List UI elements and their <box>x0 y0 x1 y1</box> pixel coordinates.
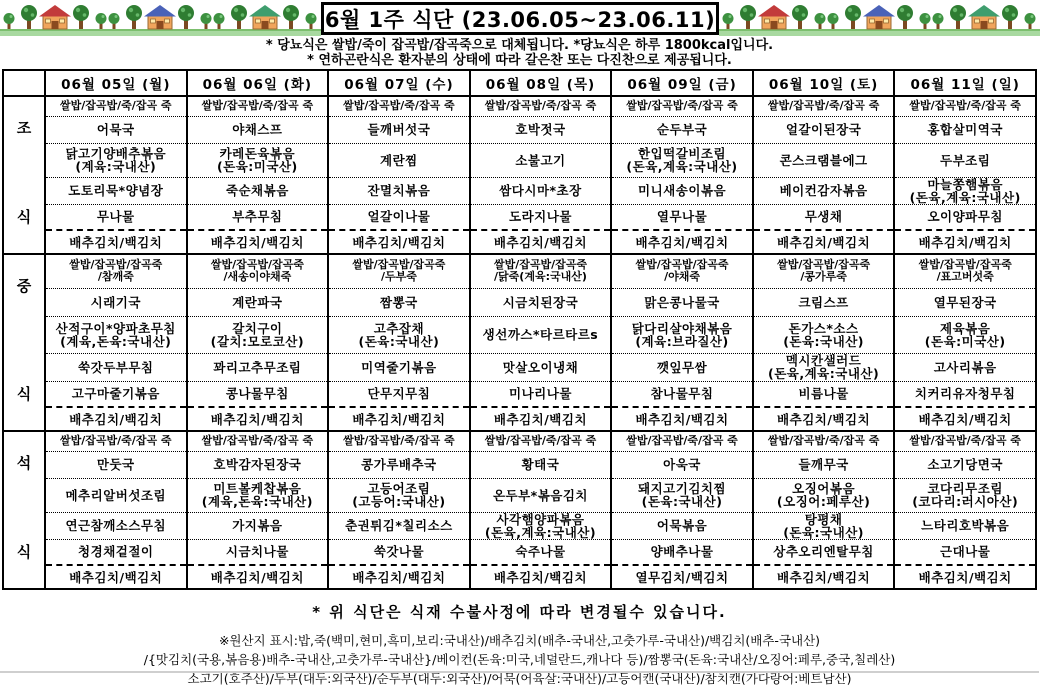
menu-cell: 쌀밥/잡곡밥/죽/잡곡 죽 <box>470 431 612 451</box>
menu-cell: 갈치구이 (갈치:모로코산) <box>187 316 329 353</box>
menu-cell: 쌀밥/잡곡밥/죽/잡곡 죽 <box>328 431 470 451</box>
menu-cell: 배추김치/백김치 <box>187 407 329 431</box>
menu-cell: 시래기국 <box>45 288 187 316</box>
menu-cell: 쌀밥/잡곡밥/잡곡죽 /참깨죽 <box>45 254 187 288</box>
menu-row <box>3 177 1036 204</box>
menu-cell: 쌀밥/잡곡밥/죽/잡곡 죽 <box>611 96 753 116</box>
menu-cell: 쌀밥/잡곡밥/죽/잡곡 죽 <box>894 431 1036 451</box>
menu-cell: 메추리알버섯조림 <box>45 478 187 512</box>
menu-cell: 쌀밥/잡곡밥/죽/잡곡 죽 <box>470 96 612 116</box>
menu-row <box>3 204 1036 230</box>
menu-cell: 고구마줄기볶음 <box>45 381 187 407</box>
banner <box>0 0 1039 37</box>
menu-cell: 양배추나물 <box>611 539 753 565</box>
menu-cell: 근대나물 <box>894 539 1036 565</box>
menu-table-body <box>3 96 1036 589</box>
menu-cell: 어묵국 <box>45 116 187 143</box>
day-header: 06월 09일 (금) <box>611 70 753 96</box>
menu-cell: 맛살오이냉채 <box>470 353 612 381</box>
menu-cell: 콩가루배추국 <box>328 451 470 478</box>
section-label-breakfast: 조 식 <box>3 96 45 254</box>
menu-cell: 쌀밥/잡곡밥/죽/잡곡 죽 <box>611 431 753 451</box>
menu-cell: 죽순채볶음 <box>187 177 329 204</box>
menu-cell: 쌀밥/잡곡밥/죽/잡곡 죽 <box>328 96 470 116</box>
menu-cell: 쌈다시마*초장 <box>470 177 612 204</box>
menu-cell: 황태국 <box>470 451 612 478</box>
menu-table <box>2 69 1037 590</box>
day-header: 06월 10일 (토) <box>753 70 895 96</box>
menu-cell: 탕평채 (돈육:국내산) <box>753 512 895 539</box>
menu-cell: 배추김치/백김치 <box>45 230 187 254</box>
menu-cell: 온두부*볶음김치 <box>470 478 612 512</box>
menu-row <box>3 316 1036 353</box>
menu-cell: 들깨무국 <box>753 451 895 478</box>
menu-cell: 무생채 <box>753 204 895 230</box>
menu-row <box>3 478 1036 512</box>
menu-cell: 돈가스*소스 (돈육:국내산) <box>753 316 895 353</box>
menu-row <box>3 230 1036 254</box>
menu-cell: 쑥갓나물 <box>328 539 470 565</box>
menu-cell: 배추김치/백김치 <box>45 407 187 431</box>
menu-cell: 깻잎무쌈 <box>611 353 753 381</box>
menu-cell: 쌀밥/잡곡밥/잡곡죽 /두부죽 <box>328 254 470 288</box>
menu-cell: 배추김치/백김치 <box>894 407 1036 431</box>
menu-cell: 쌀밥/잡곡밥/잡곡죽 /닭죽(계육:국내산) <box>470 254 612 288</box>
menu-cell: 치커리유자청무침 <box>894 381 1036 407</box>
menu-cell: 쌀밥/잡곡밥/죽/잡곡 죽 <box>753 431 895 451</box>
menu-row <box>3 431 1036 451</box>
menu-cell: 배추김치/백김치 <box>894 230 1036 254</box>
menu-cell: 쌀밥/잡곡밥/잡곡죽 /야채죽 <box>611 254 753 288</box>
menu-cell: 쌀밥/잡곡밥/죽/잡곡 죽 <box>45 96 187 116</box>
menu-cell: 가지볶음 <box>187 512 329 539</box>
menu-cell: 배추김치/백김치 <box>753 565 895 589</box>
menu-cell: 쌀밥/잡곡밥/죽/잡곡 죽 <box>753 96 895 116</box>
section-label-lunch: 중 식 <box>3 254 45 431</box>
diet-notes <box>0 38 1039 68</box>
menu-cell: 어묵볶음 <box>611 512 753 539</box>
menu-cell: 오이양파무침 <box>894 204 1036 230</box>
menu-cell: 배추김치/백김치 <box>470 565 612 589</box>
menu-cell: 사각햄양파볶음 (돈육,계육:국내산) <box>470 512 612 539</box>
menu-cell: 카레돈육볶음 (돈육:미국산) <box>187 143 329 177</box>
menu-cell: 배추김치/백김치 <box>470 407 612 431</box>
menu-cell: 배추김치/백김치 <box>611 230 753 254</box>
section-label-dinner: 석 식 <box>3 431 45 589</box>
menu-cell: 쑥갓두부무침 <box>45 353 187 381</box>
menu-cell: 배추김치/백김치 <box>328 565 470 589</box>
menu-cell: 호박감자된장국 <box>187 451 329 478</box>
menu-cell: 들깨버섯국 <box>328 116 470 143</box>
menu-cell: 청경채겉절이 <box>45 539 187 565</box>
menu-row <box>3 407 1036 431</box>
table-corner-cell <box>3 70 45 96</box>
menu-cell: 맑은콩나물국 <box>611 288 753 316</box>
change-notice: * 위 식단은 식재 수불사정에 따라 변경될수 있습니다. <box>312 603 727 621</box>
menu-cell: 고추잡채 (돈육:국내산) <box>328 316 470 353</box>
day-header-row <box>3 70 1036 96</box>
menu-row <box>3 512 1036 539</box>
tree-house-decoration-left <box>0 1 321 36</box>
menu-row <box>3 288 1036 316</box>
menu-cell: 쌀밥/잡곡밥/잡곡죽 /콩가루죽 <box>753 254 895 288</box>
menu-cell: 배추김치/백김치 <box>611 407 753 431</box>
menu-cell: 닭고기양배추볶음 (계육:국내산) <box>45 143 187 177</box>
menu-cell: 부추무침 <box>187 204 329 230</box>
menu-row <box>3 353 1036 381</box>
menu-cell: 베이컨감자볶음 <box>753 177 895 204</box>
menu-cell: 배추김치/백김치 <box>894 565 1036 589</box>
menu-cell: 배추김치/백김치 <box>187 230 329 254</box>
menu-cell: 배추김치/백김치 <box>187 565 329 589</box>
menu-cell: 얼갈이된장국 <box>753 116 895 143</box>
menu-cell: 쌀밥/잡곡밥/죽/잡곡 죽 <box>45 431 187 451</box>
menu-cell: 열무김치/백김치 <box>611 565 753 589</box>
origin-line: 소고기(호주산)/두부(대두:외국산)/순두부(대두:외국산)/어묵(어육살:국내산)/고등어캔(국내산)/참치캔(가다랑어:베트남산) <box>187 671 852 686</box>
menu-cell: 콘스크램블에그 <box>753 143 895 177</box>
menu-cell: 배추김치/백김치 <box>328 407 470 431</box>
menu-row <box>3 116 1036 143</box>
menu-cell: 춘권튀김*칠리소스 <box>328 512 470 539</box>
bottom-rule <box>0 671 1039 673</box>
menu-cell: 배추김치/백김치 <box>328 230 470 254</box>
diet-note-line: * 당뇨식은 쌀밥/죽이 잡곡밥/잡곡죽으로 대체됩니다. *당뇨식은 하루 1800kcal입니다. <box>265 38 774 53</box>
menu-cell: 참나물무침 <box>611 381 753 407</box>
menu-cell: 꽈리고추무조림 <box>187 353 329 381</box>
menu-cell: 만둣국 <box>45 451 187 478</box>
menu-cell: 크림스프 <box>753 288 895 316</box>
menu-row <box>3 451 1036 478</box>
menu-row <box>3 143 1036 177</box>
menu-cell: 시금치된장국 <box>470 288 612 316</box>
menu-cell: 쌀밥/잡곡밥/잡곡죽 /새송이야채죽 <box>187 254 329 288</box>
menu-cell: 느타리호박볶음 <box>894 512 1036 539</box>
menu-cell: 생선까스*타르타르s <box>470 316 612 353</box>
menu-cell: 한입떡갈비조림 (돈육,계육:국내산) <box>611 143 753 177</box>
menu-cell: 미역줄기볶음 <box>328 353 470 381</box>
menu-cell: 단무지무침 <box>328 381 470 407</box>
diet-note-line: * 연하곤란식은 환자분의 상태에 따라 갈은찬 또는 다진찬으로 제공됩니다. <box>307 53 732 68</box>
menu-cell: 계란찜 <box>328 143 470 177</box>
menu-cell: 소불고기 <box>470 143 612 177</box>
menu-row <box>3 565 1036 589</box>
day-header: 06월 07일 (수) <box>328 70 470 96</box>
menu-cell: 야채스프 <box>187 116 329 143</box>
menu-cell: 배추김치/백김치 <box>753 230 895 254</box>
menu-cell: 오징어볶음 (오징어:페루산) <box>753 478 895 512</box>
menu-cell: 돼지고기김치찜 (돈육:국내산) <box>611 478 753 512</box>
menu-cell: 홍합살미역국 <box>894 116 1036 143</box>
menu-cell: 쌀밥/잡곡밥/죽/잡곡 죽 <box>894 96 1036 116</box>
menu-cell: 열무나물 <box>611 204 753 230</box>
menu-cell: 배추김치/백김치 <box>470 230 612 254</box>
menu-cell: 짬뽕국 <box>328 288 470 316</box>
menu-cell: 무나물 <box>45 204 187 230</box>
menu-cell: 쌀밥/잡곡밥/죽/잡곡 죽 <box>187 96 329 116</box>
menu-cell: 숙주나물 <box>470 539 612 565</box>
menu-cell: 미나리나물 <box>470 381 612 407</box>
menu-cell: 코다리무조림 (코다리:러시아산) <box>894 478 1036 512</box>
menu-cell: 시금치나물 <box>187 539 329 565</box>
day-header: 06월 11일 (일) <box>894 70 1036 96</box>
origin-line: ※원산지 표시:밥,죽(백미,현미,흑미,보리:국내산)/배추김치(배추-국내산,고춧가루-국내산)/백김치(배추-국내산) <box>218 633 821 648</box>
menu-cell: 아욱국 <box>611 451 753 478</box>
menu-cell: 닭다리살야채볶음 (계육:브라질산) <box>611 316 753 353</box>
menu-cell: 미트볼케찹볶음 (계육,돈육:국내산) <box>187 478 329 512</box>
menu-row <box>3 381 1036 407</box>
menu-cell: 멕시칸샐러드 (돈육,계육:국내산) <box>753 353 895 381</box>
menu-cell: 제육볶음 (돈육:미국산) <box>894 316 1036 353</box>
menu-cell: 두부조림 <box>894 143 1036 177</box>
menu-cell: 배추김치/백김치 <box>45 565 187 589</box>
menu-cell: 상추오리엔탈무침 <box>753 539 895 565</box>
origin-info <box>0 631 1039 688</box>
menu-cell: 마늘쫑햄볶음 (돈육,계육:국내산) <box>894 177 1036 204</box>
day-header: 06월 08일 (목) <box>470 70 612 96</box>
day-header: 06월 05일 (월) <box>45 70 187 96</box>
menu-cell: 연근참깨소스무침 <box>45 512 187 539</box>
day-header: 06월 06일 (화) <box>187 70 329 96</box>
menu-cell: 순두부국 <box>611 116 753 143</box>
menu-cell: 배추김치/백김치 <box>753 407 895 431</box>
menu-cell: 도토리묵*양념장 <box>45 177 187 204</box>
tree-house-decoration-right <box>719 1 1040 36</box>
menu-cell: 얼갈이나물 <box>328 204 470 230</box>
menu-cell: 고사리볶음 <box>894 353 1036 381</box>
menu-cell: 미니새송이볶음 <box>611 177 753 204</box>
menu-cell: 콩나물무침 <box>187 381 329 407</box>
menu-cell: 도라지나물 <box>470 204 612 230</box>
menu-row <box>3 96 1036 116</box>
menu-row <box>3 254 1036 288</box>
menu-cell: 계란파국 <box>187 288 329 316</box>
menu-cell: 비름나물 <box>753 381 895 407</box>
menu-cell: 호박젓국 <box>470 116 612 143</box>
menu-cell: 쌀밥/잡곡밥/잡곡죽 /표고버섯죽 <box>894 254 1036 288</box>
menu-cell: 열무된장국 <box>894 288 1036 316</box>
menu-cell: 쌀밥/잡곡밥/죽/잡곡 죽 <box>187 431 329 451</box>
menu-cell: 고등어조림 (고등어:국내산) <box>328 478 470 512</box>
menu-row <box>3 539 1036 565</box>
menu-cell: 잔멸치볶음 <box>328 177 470 204</box>
menu-cell: 소고기당면국 <box>894 451 1036 478</box>
menu-cell: 산적구이*양파초무침 (계육,돈육:국내산) <box>45 316 187 353</box>
page-title: 6월 1주 식단 (23.06.05~23.06.11) <box>321 2 719 35</box>
origin-line: /{맛김치(국용,볶음용)배추-국내산,고춧가루-국내산}/베이컨(돈육:미국,네덜란드,캐나다 등)/짬뽕국(돈육:국내산/오징어:페루,중국,칠레산) <box>143 652 896 667</box>
